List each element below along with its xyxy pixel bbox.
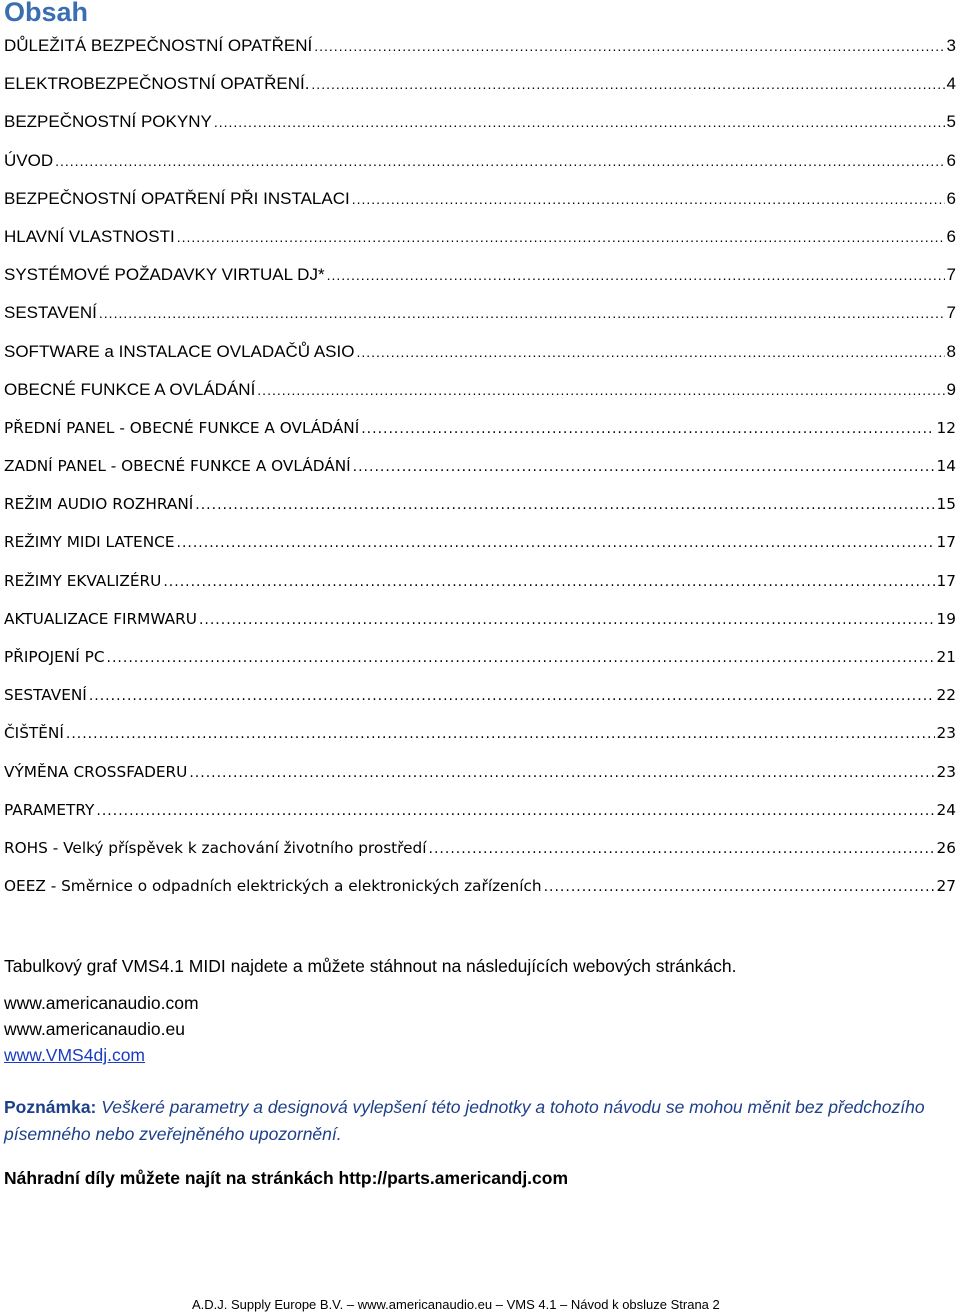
toc-entry-page: 17 — [936, 533, 956, 552]
toc-leader-dots — [353, 455, 935, 479]
toc-entry-label: OBECNÉ FUNKCE A OVLÁDÁNÍ — [4, 379, 256, 399]
toc-entry[interactable] — [4, 70, 960, 108]
toc-leader-dots — [356, 340, 944, 364]
toc-entry[interactable] — [4, 719, 960, 757]
toc-entry-page: 24 — [936, 800, 956, 819]
url-americanaudio-com[interactable]: www.americanaudio.com — [4, 993, 199, 1013]
toc-entry[interactable] — [4, 299, 960, 337]
toc-entry-page: 7 — [946, 303, 956, 323]
toc-entry-page: 26 — [936, 838, 956, 857]
toc-entry[interactable] — [4, 796, 960, 834]
toc-leader-dots — [199, 608, 935, 632]
toc-entry-page: 23 — [936, 762, 956, 781]
toc-entry-label: PŘEDNÍ PANEL - OBECNÉ FUNKCE A OVLÁDÁNÍ — [4, 418, 360, 437]
toc-entry-label: SESTAVENÍ — [4, 686, 87, 705]
toc-entry-page: 15 — [936, 495, 956, 514]
toc-entry-page: 27 — [936, 877, 956, 896]
note-text: Veškeré parametry a designová vylepšení této jednotky a tohoto návodu se mohou měnit bez předchozího písemného nebo zveřejněného upozornění. — [4, 1097, 925, 1144]
toc-entry-label: VÝMĚNA CROSSFADERU — [4, 762, 188, 781]
toc-entry-label: SOFTWARE a INSTALACE OVLADAČŮ ASIO — [4, 341, 355, 361]
toc-entry-label: SYSTÉMOVÉ POŽADAVKY VIRTUAL DJ* — [4, 265, 325, 285]
toc-entry[interactable] — [4, 834, 960, 872]
spare-parts-text: Náhradní díly můžete najít na stránkách http://parts.americandj.com — [4, 1168, 569, 1188]
toc-entry-page: 8 — [946, 341, 956, 361]
toc-entry[interactable] — [4, 414, 960, 452]
toc-entry-page: 22 — [936, 686, 956, 705]
toc-entry[interactable] — [4, 605, 960, 643]
toc-entry-label: BEZPEČNOSTNÍ OPATŘENÍ PŘI INSTALACI — [4, 188, 350, 208]
page-footer: A.D.J. Supply Europe B.V. – www.americanaudio.eu – VMS 4.1 – Návod k obsluze Strana 2 — [192, 1297, 720, 1312]
toc-entry[interactable] — [4, 108, 960, 146]
toc-entry[interactable] — [4, 32, 960, 70]
toc-entry[interactable] — [4, 643, 960, 681]
toc-entry-label: SESTAVENÍ — [4, 303, 97, 323]
toc-entry-label: AKTUALIZACE FIRMWARU — [4, 609, 197, 628]
toc-leader-dots — [429, 837, 935, 861]
toc-entry-label: ÚVOD — [4, 150, 54, 170]
toc-entry[interactable] — [4, 758, 960, 796]
toc-leader-dots — [177, 225, 945, 249]
toc-entry-label: ROHS - Velký příspěvek k zachování životního prostředí — [4, 838, 427, 857]
toc-entry-label: OEEZ - Směrnice o odpadních elektrických a elektronických zařízeních — [4, 877, 542, 896]
toc-entry[interactable] — [4, 376, 960, 414]
toc-entry[interactable] — [4, 872, 960, 910]
toc-entry-label: ELEKTROBEZPEČNOSTNÍ OPATŘENÍ. — [4, 74, 310, 94]
toc-leader-dots — [107, 646, 935, 670]
toc-entry-page: 7 — [946, 265, 956, 285]
page-title: Obsah — [4, 0, 89, 27]
toc-entry[interactable] — [4, 261, 960, 299]
toc-entry-page: 5 — [946, 112, 956, 132]
toc-leader-dots — [195, 493, 934, 517]
toc-leader-dots — [99, 301, 945, 325]
note-paragraph — [4, 1094, 954, 1148]
toc-leader-dots — [257, 378, 944, 402]
table-of-contents — [4, 32, 960, 910]
toc-entry-page: 19 — [936, 609, 956, 628]
toc-entry-page: 6 — [946, 226, 956, 246]
toc-entry-page: 4 — [946, 74, 956, 94]
toc-entry[interactable] — [4, 681, 960, 719]
toc-leader-dots — [89, 684, 935, 708]
toc-leader-dots — [327, 263, 945, 287]
toc-leader-dots — [214, 110, 945, 134]
url-americanaudio-eu[interactable]: www.americanaudio.eu — [4, 1019, 185, 1039]
toc-leader-dots — [96, 799, 934, 823]
toc-entry[interactable] — [4, 223, 960, 261]
toc-leader-dots — [55, 149, 944, 173]
toc-entry-page: 9 — [946, 379, 956, 399]
toc-entry-label: REŽIMY EKVALIZÉRU — [4, 571, 162, 590]
info-text: Tabulkový graf VMS4.1 MIDI najdete a můžete stáhnout na následujících webových stránkách. — [4, 956, 737, 976]
toc-entry-label: ČIŠTĚNÍ — [4, 724, 64, 743]
toc-entry-label: DŮLEŽITÁ BEZPEČNOSTNÍ OPATŘENÍ — [4, 36, 313, 55]
toc-entry-label: REŽIMY MIDI LATENCE — [4, 533, 175, 552]
toc-entry-label: PŘIPOJENÍ PC — [4, 648, 105, 666]
toc-entry[interactable] — [4, 185, 960, 223]
toc-entry-page: 3 — [946, 36, 956, 55]
toc-leader-dots — [314, 34, 944, 58]
toc-leader-dots — [177, 531, 935, 555]
toc-entry[interactable] — [4, 147, 960, 185]
toc-entry[interactable] — [4, 528, 960, 566]
toc-entry[interactable] — [4, 452, 960, 490]
toc-entry[interactable] — [4, 490, 960, 528]
toc-entry-label: BEZPEČNOSTNÍ POKYNY — [4, 112, 212, 132]
toc-entry-page: 17 — [936, 571, 956, 590]
toc-entry-label: PARAMETRY — [4, 800, 95, 819]
toc-entry-label: HLAVNÍ VLASTNOSTI — [4, 226, 175, 246]
toc-leader-dots — [352, 187, 945, 211]
toc-entry-page: 21 — [936, 648, 956, 666]
toc-leader-dots — [66, 722, 935, 746]
toc-entry-label: REŽIM AUDIO ROZHRANÍ — [4, 495, 194, 514]
toc-entry-page: 6 — [946, 150, 956, 170]
toc-leader-dots — [163, 570, 934, 594]
toc-entry-page: 6 — [946, 188, 956, 208]
toc-entry-page: 14 — [936, 457, 956, 476]
toc-leader-dots — [189, 761, 934, 785]
toc-leader-dots — [361, 417, 934, 441]
toc-leader-dots — [311, 72, 944, 96]
toc-entry[interactable] — [4, 567, 960, 605]
toc-entry-page: 12 — [936, 418, 956, 437]
toc-entry-page: 23 — [936, 724, 956, 743]
toc-entry-label: ZADNÍ PANEL - OBECNÉ FUNKCE A OVLÁDÁNÍ — [4, 457, 351, 476]
toc-entry[interactable] — [4, 338, 960, 376]
toc-leader-dots — [544, 875, 935, 899]
url-vms4dj-link[interactable]: www.VMS4dj.com — [4, 1045, 146, 1065]
note-label: Poznámka: — [4, 1097, 97, 1117]
